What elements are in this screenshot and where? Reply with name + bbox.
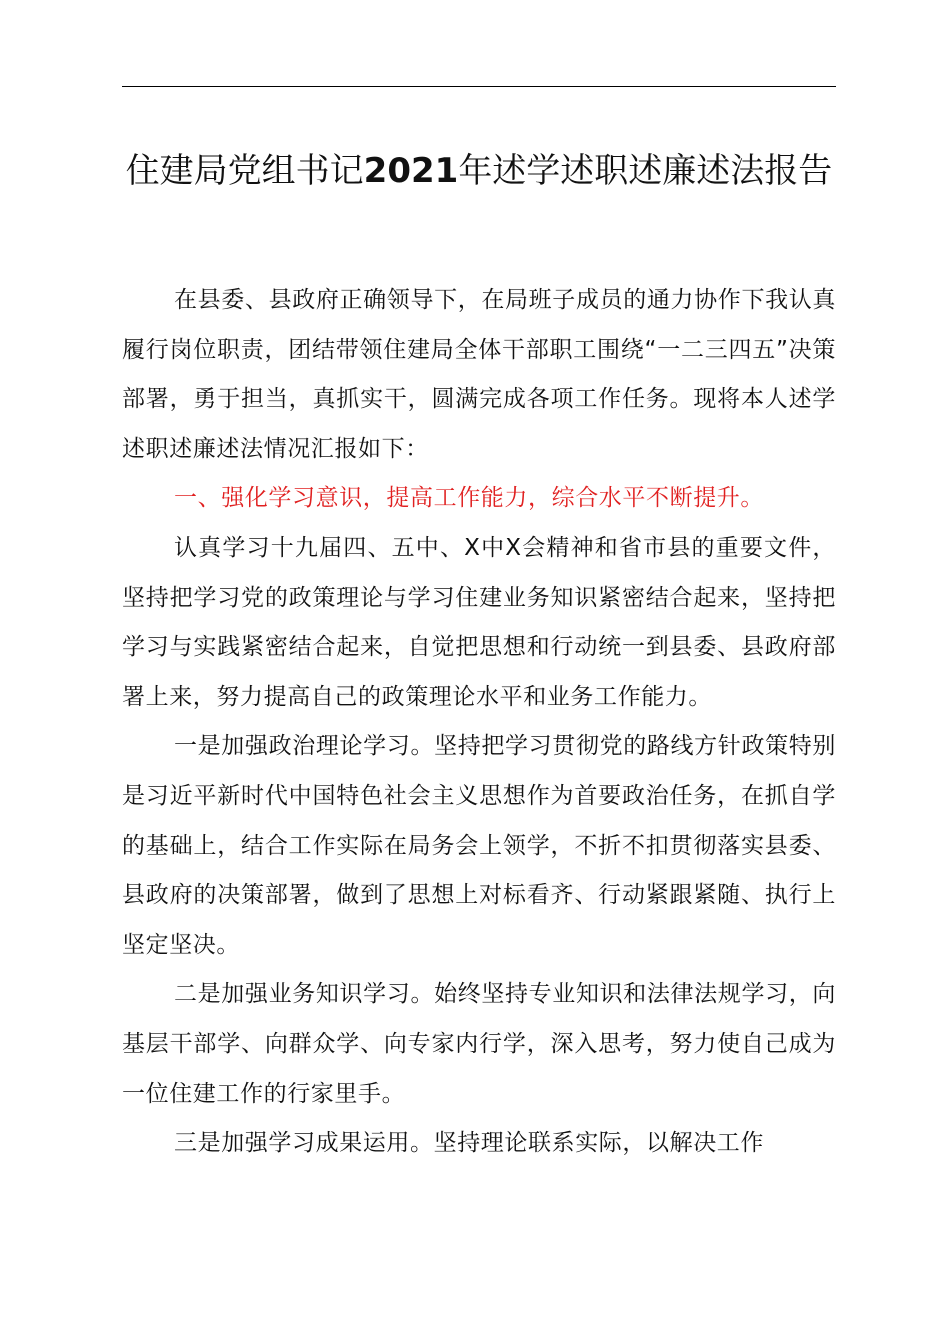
document-body xyxy=(122,276,836,1169)
title-part-2: 年述学述职述廉述法报告 xyxy=(458,151,833,191)
document-title xyxy=(122,146,836,196)
title-part-1: 住建局党组书记 xyxy=(125,151,364,191)
paragraph-political-theory: 一是加强政治理论学习。坚持把学习贯彻党的路线方针政策特别是习近平新时代中国特色社会主义思想作为首要政治任务，在抓自学的基础上，结合工作实际在局务会上领学，不折不扣贯彻落实县委、县政府的决策部署，做到了思想上对标看齐、行动紧跟紧随、执行上坚定坚决。 xyxy=(122,733,836,958)
paragraph-study-application: 三是加强学习成果运用。坚持理论联系实际，以解决工作 xyxy=(174,1130,764,1157)
section-heading-1: 一、强化学习意识，提高工作能力，综合水平不断提升。 xyxy=(174,485,764,512)
paragraph-intro: 在县委、县政府正确领导下，在局班子成员的通力协作下我认真履行岗位职责，团结带领住建局全体干部职工围绕“一二三四五”决策部署，勇于担当，真抓实干，圆满完成各项工作任务。现将本人述学述职述廉述法情况汇报如下： xyxy=(122,287,836,462)
paragraph-business-knowledge: 二是加强业务知识学习。始终坚持专业知识和法律法规学习，向基层干部学、向群众学、向专家内行学，深入思考，努力使自己成为一位住建工作的行家里手。 xyxy=(122,981,836,1107)
paragraph-study-overview: 认真学习十九届四、五中、X中X会精神和省市县的重要文件，坚持把学习党的政策理论与学习住建业务知识紧密结合起来，坚持把学习与实践紧密结合起来，自觉把思想和行动统一到县委、县政府部署上来，努力提高自己的政策理论水平和业务工作能力。 xyxy=(122,534,836,710)
header-rule xyxy=(122,86,836,87)
title-year: 2021 xyxy=(363,151,459,191)
